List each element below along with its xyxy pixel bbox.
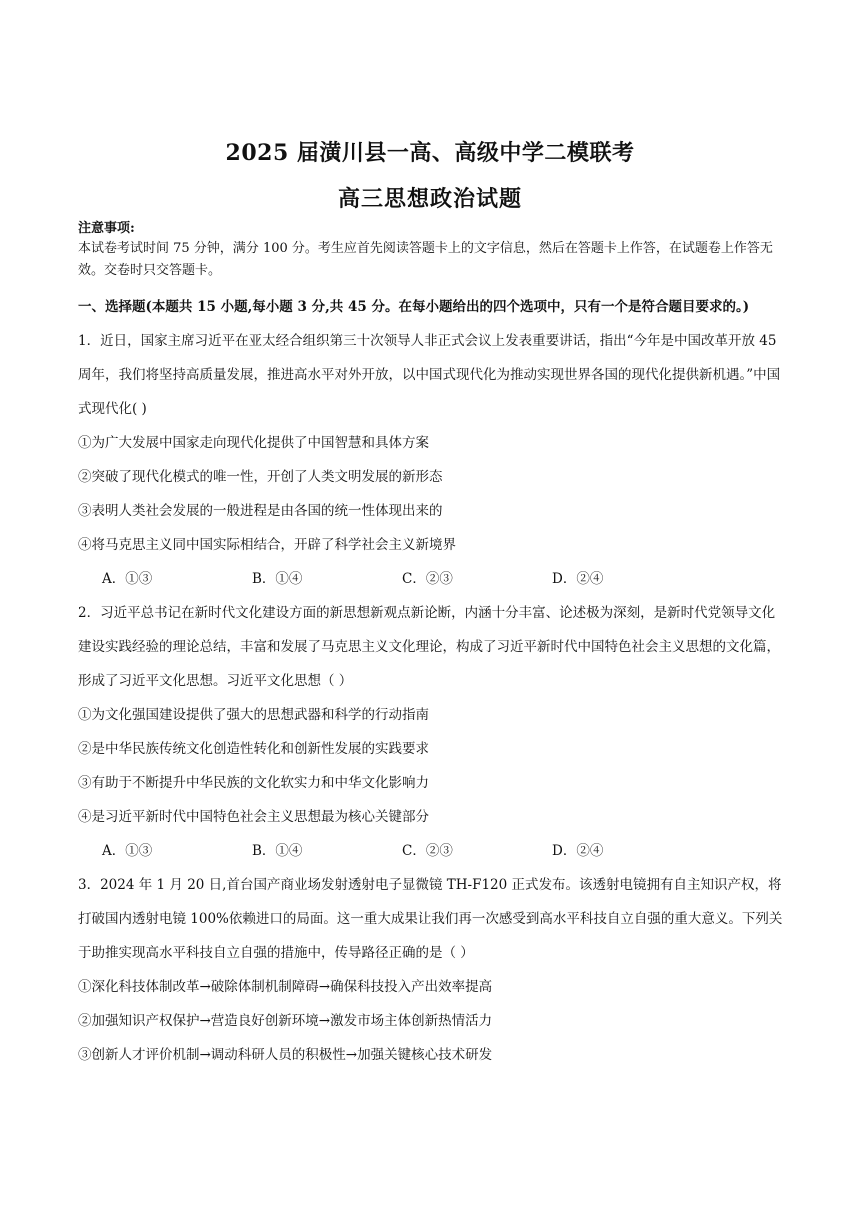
- choice-a: A．①③: [102, 571, 153, 587]
- statement-option: ①为广大发展中国家走向现代化提供了中国智慧和具体方案: [78, 435, 429, 451]
- answer-choices: [78, 562, 788, 596]
- statement-option: ③表明人类社会发展的一般进程是由各国的统一性体现出来的: [78, 503, 443, 519]
- choice-d: D．②④: [552, 843, 604, 859]
- exam-content: [78, 220, 788, 1072]
- question-stem: 3．2024 年 1 月 20 日,首台国产商业场发射透射电子显微镜 TH-F120 正式发布。该透射电镜拥有自主知识产权，将打破国内透射电镜 100%依赖进口的局面。这一重大成果让我们再一次感受到高水平科技自立自强的重大意义。下列关于助推实现高水平科技自立自强的措施中，传导路径正确的是（ ）: [78, 877, 783, 961]
- answer-choices: [78, 834, 788, 868]
- choice-b: B．①④: [252, 571, 303, 587]
- notice-text: 本试卷考试时间 75 分钟，满分 100 分。考生应首先阅读答题卡上的文字信息，然后在答题卡上作答，在试题卷上作答无效。交卷时只交答题卡。: [78, 241, 773, 278]
- question-3: [78, 868, 788, 1072]
- statement-option: ③有助于不断提升中华民族的文化软实力和中华文化影响力: [78, 775, 429, 791]
- statement-option: ④是习近平新时代中国特色社会主义思想最为核心关键部分: [78, 809, 429, 825]
- question-stem: 1．近日，国家主席习近平在亚太经合组织第三十次领导人非正式会议上发表重要讲话，指出“今年是中国改革开放 45 周年，我们将坚持高质量发展，推进高水平对外开放，以中国式现代化为推动实现世界各国的现代化提供新机遇。”中国式现代化( ): [78, 333, 781, 417]
- statement-option: ①深化科技体制改革→破除体制机制障碍→确保科技投入产出效率提高: [78, 979, 493, 995]
- question-1: [78, 324, 788, 596]
- exam-title: 2025 届潢川县一高、高级中学二模联考: [225, 140, 635, 166]
- statement-option: ②加强知识产权保护→营造良好创新环境→激发市场主体创新热情活力: [78, 1013, 493, 1029]
- statement-option: ①为文化强国建设提供了强大的思想武器和科学的行动指南: [78, 707, 429, 723]
- notice-heading: 注意事项:: [78, 221, 135, 236]
- statement-option: ③创新人才评价机制→调动科研人员的积极性→加强关键核心技术研发: [78, 1047, 493, 1063]
- choice-c: C．②③: [402, 571, 453, 587]
- statement-option: ②突破了现代化模式的唯一性，开创了人类文明发展的新形态: [78, 469, 443, 485]
- choice-a: A．①③: [102, 843, 153, 859]
- statement-option: ②是中华民族传统文化创造性转化和创新性发展的实践要求: [78, 741, 429, 757]
- section-heading: 一、选择题(本题共 15 小题,每小题 3 分,共 45 分。在每小题给出的四个选项中，只有一个是符合题目要求的。): [78, 299, 750, 315]
- choice-d: D．②④: [552, 571, 604, 587]
- question-stem: 2．习近平总书记在新时代文化建设方面的新思想新观点新论断，内涵十分丰富、论述极为深刻，是新时代党领导文化建设实践经验的理论总结，丰富和发展了马克思主义文化理论，构成了习近平新时代中国特色社会主义思想的文化篇，形成了习近平文化思想。习近平文化思想（ ）: [78, 605, 780, 689]
- exam-subtitle: 高三思想政治试题: [337, 186, 522, 212]
- statement-option: ④将马克思主义同中国实际相结合，开辟了科学社会主义新境界: [78, 537, 456, 553]
- question-2: [78, 596, 788, 868]
- choice-c: C．②③: [402, 843, 453, 859]
- choice-b: B．①④: [252, 843, 303, 859]
